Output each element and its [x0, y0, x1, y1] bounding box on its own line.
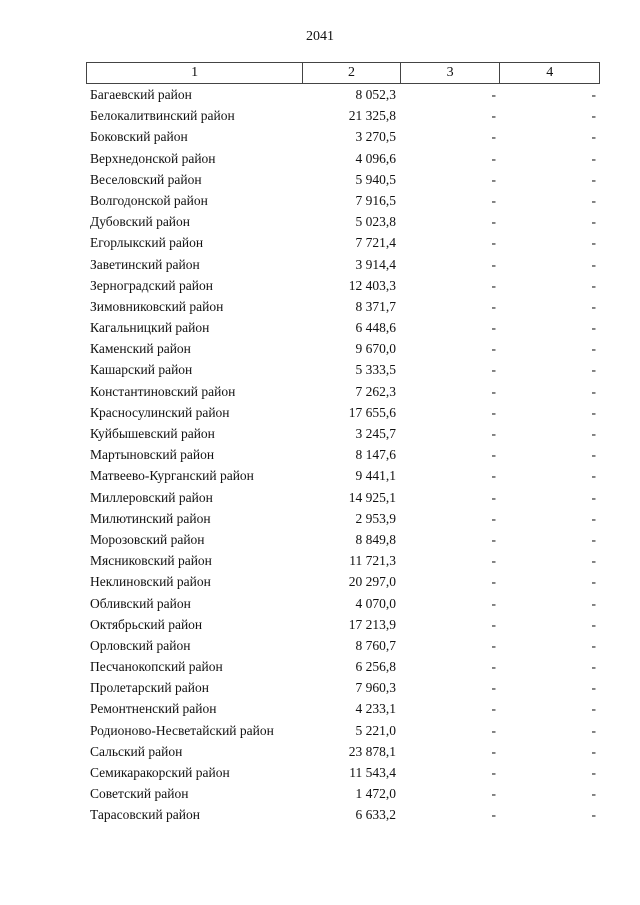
column-4-value: - [591, 786, 596, 802]
column-4-value: - [591, 510, 596, 526]
table-row [86, 762, 600, 783]
column-3-value: - [491, 108, 496, 124]
table-row [86, 232, 600, 253]
column-4-value: - [591, 320, 596, 336]
district-name: Константиновский район [90, 383, 236, 399]
column-3-value: - [491, 616, 496, 632]
district-name: Семикаракорский район [90, 765, 230, 780]
column-3-value: - [491, 150, 496, 166]
table-row [86, 296, 600, 317]
table-row [86, 317, 600, 338]
column-3-value: - [491, 426, 496, 441]
district-name: Волгодонской район [90, 192, 208, 208]
column-header-4: 4 [546, 65, 554, 80]
column-3-value: - [491, 637, 496, 653]
column-3-value: - [491, 362, 496, 378]
table-row [86, 508, 600, 529]
column-3-value: - [491, 807, 496, 823]
district-value: 4 233,1 [355, 701, 396, 717]
table-row [86, 254, 600, 275]
district-name: Верхнедонской район [90, 150, 216, 166]
district-value: 3 270,5 [355, 129, 396, 145]
district-name: Ремонтненский район [90, 701, 217, 717]
column-4-value: - [591, 637, 596, 653]
district-name: Мясниковский район [90, 553, 212, 569]
column-4-value: - [591, 701, 596, 717]
district-name: Тарасовский район [90, 807, 200, 823]
column-4-value: - [591, 129, 596, 145]
column-4-value: - [591, 235, 596, 251]
district-value: 4 070,0 [355, 595, 396, 611]
district-value: 6 448,6 [355, 320, 396, 336]
column-4-value: - [591, 447, 596, 463]
table-row [86, 720, 600, 741]
column-3-value: - [491, 680, 496, 696]
column-header-2: 2 [303, 63, 401, 83]
column-4-value: - [591, 765, 596, 780]
column-3-value: - [491, 489, 496, 505]
district-value: 14 925,1 [348, 489, 396, 505]
district-value: 6 256,8 [355, 659, 396, 675]
column-4-value: - [591, 680, 596, 696]
district-value: 8 147,6 [355, 447, 396, 463]
district-name: Песчанокопский район [90, 659, 223, 675]
column-4-value: - [591, 807, 596, 823]
table-row [86, 677, 600, 698]
table-row [86, 148, 600, 169]
column-3-value: - [491, 383, 496, 399]
district-name: Орловский район [90, 637, 191, 653]
column-3-value: - [491, 298, 496, 314]
column-4-value: - [591, 574, 596, 590]
column-3-value: - [491, 192, 496, 208]
table-row [86, 402, 600, 423]
column-4-value: - [591, 743, 596, 759]
district-value: 21 325,8 [348, 108, 396, 124]
column-3-value: - [491, 765, 496, 780]
column-3-value: - [491, 214, 496, 230]
column-3-value: - [491, 510, 496, 526]
table-row [86, 571, 600, 592]
district-value: 11 543,4 [349, 765, 396, 780]
district-name: Пролетарский район [90, 680, 209, 696]
column-4-value: - [591, 426, 596, 441]
column-3-value: - [491, 256, 496, 272]
district-name: Каменский район [90, 341, 191, 357]
district-value: 3 914,4 [355, 256, 396, 272]
column-4-value: - [591, 150, 596, 166]
district-name: Сальский район [90, 743, 183, 759]
district-name: Кагальницкий район [90, 320, 210, 336]
district-name: Морозовский район [90, 531, 205, 547]
column-3-value: - [491, 722, 496, 738]
column-4-value: - [591, 171, 596, 187]
district-name: Багаевский район [90, 87, 192, 102]
district-value: 7 916,5 [355, 192, 396, 208]
district-name: Красносулинский район [90, 404, 230, 420]
column-4-value: - [591, 616, 596, 632]
table-row [86, 741, 600, 762]
district-name: Матвеево-Курганский район [90, 468, 254, 484]
column-4-value: - [591, 192, 596, 208]
table-row [86, 465, 600, 486]
column-4-value: - [591, 404, 596, 420]
column-3-value: - [491, 277, 496, 293]
column-3-value: - [491, 87, 496, 102]
district-value: 5 023,8 [355, 214, 396, 230]
column-3-value: - [491, 235, 496, 251]
district-value: 3 245,7 [355, 426, 396, 441]
district-value: 2 953,9 [355, 510, 396, 526]
table-row [86, 338, 600, 359]
column-4-value: - [591, 214, 596, 230]
table-row [86, 84, 600, 105]
table-row [86, 444, 600, 465]
district-value: 8 760,7 [355, 637, 396, 653]
district-name: Белокалитвинский район [90, 108, 235, 124]
table-row [86, 550, 600, 571]
district-value: 9 670,0 [355, 341, 396, 357]
column-4-value: - [591, 659, 596, 675]
table-row [86, 593, 600, 614]
district-value: 5 333,5 [355, 362, 396, 378]
district-name: Родионово-Несветайский район [90, 722, 274, 738]
district-name: Советский район [90, 786, 189, 802]
table-row [86, 783, 600, 804]
column-4-value: - [591, 256, 596, 272]
column-3-value: - [491, 659, 496, 675]
column-4-value: - [591, 531, 596, 547]
district-value: 23 878,1 [348, 743, 396, 759]
district-name: Заветинский район [90, 256, 200, 272]
column-3-value: - [491, 531, 496, 547]
column-4-value: - [591, 362, 596, 378]
column-4-value: - [591, 87, 596, 102]
district-name: Обливский район [90, 595, 191, 611]
table-row [86, 423, 600, 444]
column-3-value: - [491, 786, 496, 802]
district-value: 6 633,2 [355, 807, 396, 823]
district-value: 8 052,3 [355, 87, 396, 102]
district-value: 7 960,3 [355, 680, 396, 696]
district-name: Егорлыкский район [90, 235, 204, 251]
district-name: Зерноградский район [90, 277, 213, 293]
table-body [86, 84, 600, 826]
table-header [86, 62, 600, 84]
column-4-value: - [591, 383, 596, 399]
column-3-value: - [491, 341, 496, 357]
table-row [86, 381, 600, 402]
district-value: 1 472,0 [355, 786, 396, 802]
district-name: Октябрьский район [90, 616, 203, 632]
column-3-value: - [491, 701, 496, 717]
district-name: Миллеровский район [90, 489, 213, 505]
column-3-value: - [491, 171, 496, 187]
district-table [86, 62, 600, 826]
district-value: 8 849,8 [355, 531, 396, 547]
district-value: 12 403,3 [348, 277, 396, 293]
column-3-value: - [491, 574, 496, 590]
table-row [86, 126, 600, 147]
table-row [86, 275, 600, 296]
district-name: Кашарский район [90, 362, 193, 378]
district-name: Боковский район [90, 129, 188, 145]
column-3-value: - [491, 553, 496, 569]
table-row [86, 105, 600, 126]
column-3-value: - [491, 320, 496, 336]
district-value: 7 721,4 [355, 235, 396, 251]
column-3-value: - [491, 129, 496, 145]
district-value: 20 297,0 [348, 574, 396, 590]
district-value: 4 096,6 [355, 150, 396, 166]
table-row [86, 529, 600, 550]
column-4-value: - [591, 341, 596, 357]
district-name: Мартыновский район [90, 447, 215, 463]
district-name: Веселовский район [90, 171, 202, 187]
column-4-value: - [591, 468, 596, 484]
district-value: 5 940,5 [355, 171, 396, 187]
page-number: 2041 [306, 29, 334, 44]
column-3-value: - [491, 447, 496, 463]
column-4-value: - [591, 298, 596, 314]
district-name: Зимовниковский район [90, 298, 224, 314]
column-4-value: - [591, 108, 596, 124]
column-header-3: 3 [401, 63, 501, 83]
district-value: 8 371,7 [355, 298, 396, 314]
district-value: 11 721,3 [349, 553, 396, 569]
district-value: 9 441,1 [355, 468, 396, 484]
table-row [86, 169, 600, 190]
column-4-value: - [591, 277, 596, 293]
district-name: Милютинский район [90, 510, 211, 526]
district-name: Неклиновский район [90, 574, 211, 590]
column-3-value: - [491, 743, 496, 759]
district-name: Дубовский район [90, 214, 191, 230]
table-row [86, 211, 600, 232]
district-value: 17 213,9 [348, 616, 396, 632]
table-row [86, 190, 600, 211]
column-4-value: - [591, 553, 596, 569]
district-value: 17 655,6 [348, 404, 396, 420]
column-4-value: - [591, 489, 596, 505]
column-3-value: - [491, 595, 496, 611]
table-row [86, 487, 600, 508]
table-row [86, 359, 600, 380]
table-row [86, 614, 600, 635]
column-3-value: - [491, 404, 496, 420]
column-header-1: 1 [87, 63, 303, 83]
column-4-value: - [591, 722, 596, 738]
district-value: 7 262,3 [355, 383, 396, 399]
table-row [86, 656, 600, 677]
column-4-value: - [591, 595, 596, 611]
table-row [86, 635, 600, 656]
table-row [86, 698, 600, 719]
district-value: 5 221,0 [355, 722, 396, 738]
district-name: Куйбышевский район [90, 426, 215, 441]
column-3-value: - [491, 468, 496, 484]
table-row [86, 804, 600, 825]
